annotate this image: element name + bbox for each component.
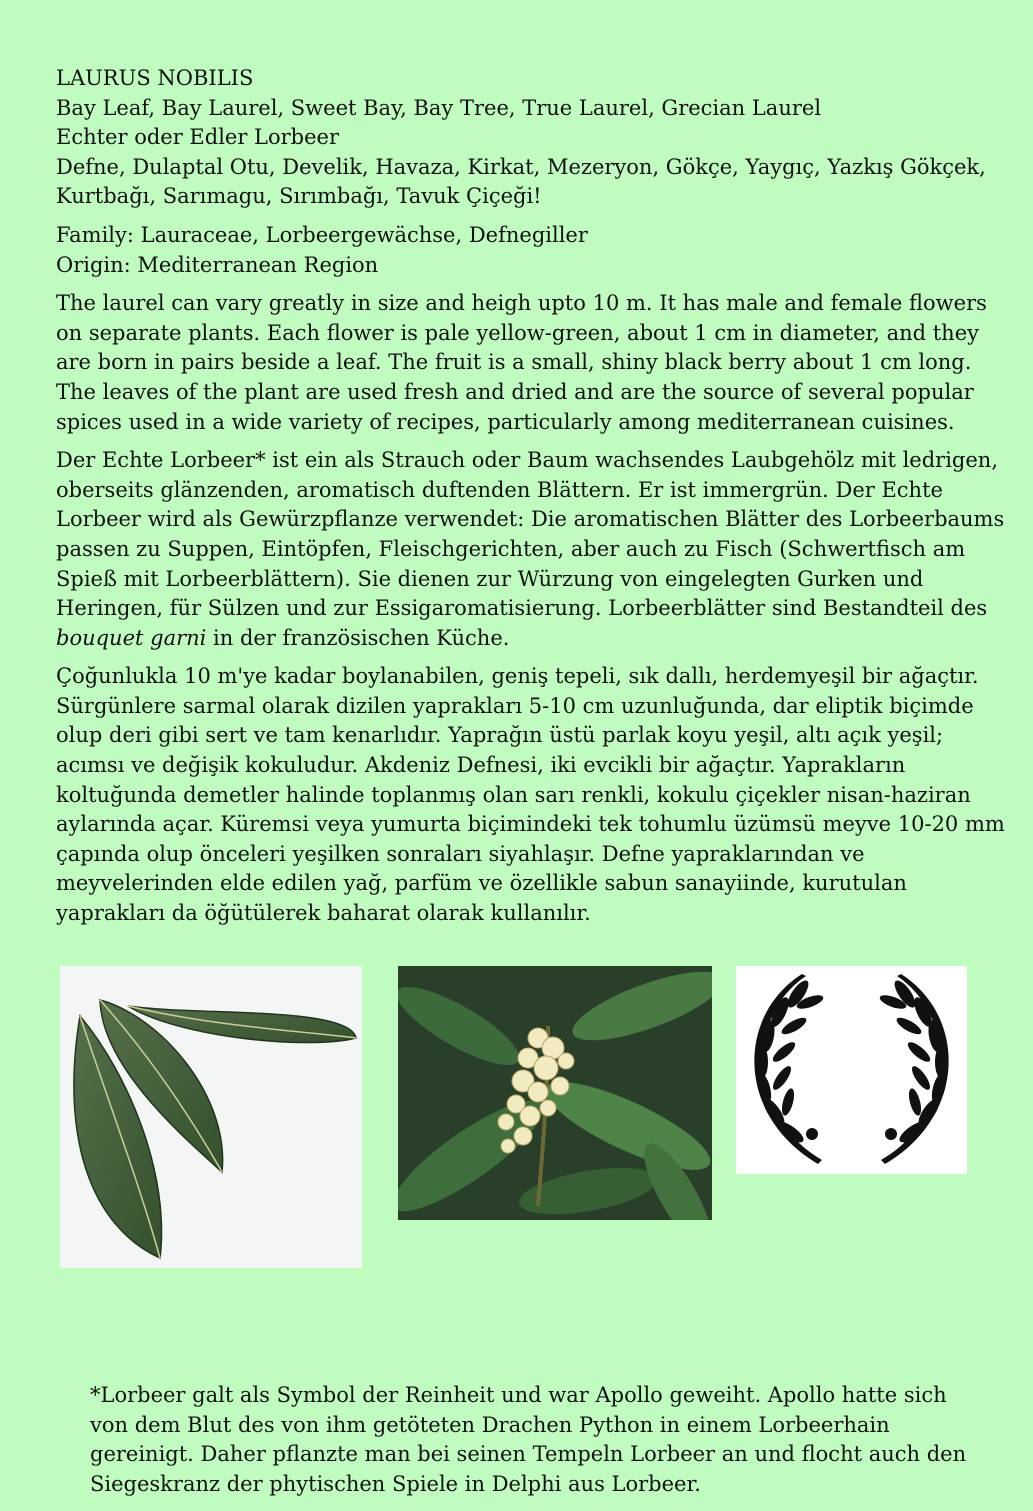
family-line: Family: Lauraceae, Lorbeergewächse, Defnegiller <box>56 222 588 247</box>
german-text-end: in der französischen Küche. <box>206 625 510 650</box>
bay-leaves-photo <box>60 966 362 1268</box>
german-paragraph <box>56 446 1006 653</box>
turkish-paragraph: Çoğunlukla 10 m'ye kadar boylanabilen, geniş tepeli, sık dallı, herdemyeşil bir ağaçtır. Sürgünlere sarmal olarak dizilen yaprakları 5-10 cm uzunluğunda, dar eliptik biçimde olup deri gibi sert ve tam kenarlıdır. Yaprağın üstü parlak koyu yeşil, altı açık yeşil; acımsı ve değişik kokuludur. Akdeniz Defnesi, iki evcikli bir ağaçtır. Yaprakların koltuğunda demetler halinde toplanmış olan sarı renkli, kokulu çiçekler nisan-haziran aylarında açar. Küremsi veya yumurta biçimindeki tek tohumlu üzümsü meyve 10-20 mm çapında olup önceleri yeşilken sonraları siyahlaşır. Defne yapraklarından ve meyvelerinden elde edilen yağ, parfüm ve özellikle sabun sanayiinde, kurutulan yaprakları da öğütülerek baharat olarak kullanılır. <box>56 664 1005 926</box>
german-names: Echter oder Edler Lorbeer <box>56 125 340 150</box>
italic-term: bouquet garni <box>56 625 207 650</box>
names-block <box>56 64 1006 212</box>
latin-name: LAURUS NOBILIS <box>56 66 254 90</box>
turkish-names-line-1: Defne, Dulaptal Otu, Develik, Havaza, Kirkat, Mezeryon, Gökçe, Yaygıç, Yazkış Gökçek, <box>56 154 986 179</box>
laurel-flower-photo <box>398 966 712 1220</box>
english-names: Bay Leaf, Bay Laurel, Sweet Bay, Bay Tree, True Laurel, Grecian Laurel <box>56 95 822 120</box>
english-paragraph: The laurel can vary greatly in size and heigh upto 10 m. It has male and female flowers on separate plants. Each flower is pale yellow-green, about 1 cm in diameter, and they are born in pairs beside a leaf. The fruit is a small, shiny black berry about 1 cm long. The leaves of the plant are used fresh and dried and are the source of several popular spices used in a wide variety of recipes, particularly among mediterranean cuisines. <box>56 291 987 434</box>
footnote: *Lorbeer galt als Symbol der Reinheit und war Apollo geweiht. Apollo hatte sich von dem Blut des von ihm getöteten Drachen Python in einem Lorbeerhain gereinigt. Daher pflanzte man bei seinen Tempeln Lorbeer an und flocht auch den Siegeskranz der phytischen Spiele in Delphi aus Lorbeer. <box>90 1383 967 1496</box>
turkish-names-line-2: Kurtbağı, Sarımagu, Sırımbağı, Tavuk Çiçeği! <box>56 184 542 209</box>
laurel-wreath-icon <box>736 966 967 1174</box>
origin-line: Origin: Mediterranean Region <box>56 252 379 277</box>
german-text: Der Echte Lorbeer* ist ein als Strauch oder Baum wachsendes Laubgehölz mit ledrigen, oberseits glänzenden, aromatisch duftenden Blättern. Er ist immergrün. Der Echte Lorbeer wird als Gewürzpflanze verwendet: Die aromatischen Blätter des Lorbeerbaums passen zu Suppen, Eintöpfen, Fleischgerichten, aber auch zu Fisch (Schwertfisch am Spieß mit Lorbeerblättern). Sie dienen zur Würzung von eingelegten Gurken und Heringen, für Sülzen und zur Essigaromatisierung. Lorbeerblätter sind Bestandteil des <box>56 448 1005 621</box>
document-body <box>56 64 1006 938</box>
info-block <box>56 221 1006 280</box>
image-row <box>0 964 1033 1274</box>
